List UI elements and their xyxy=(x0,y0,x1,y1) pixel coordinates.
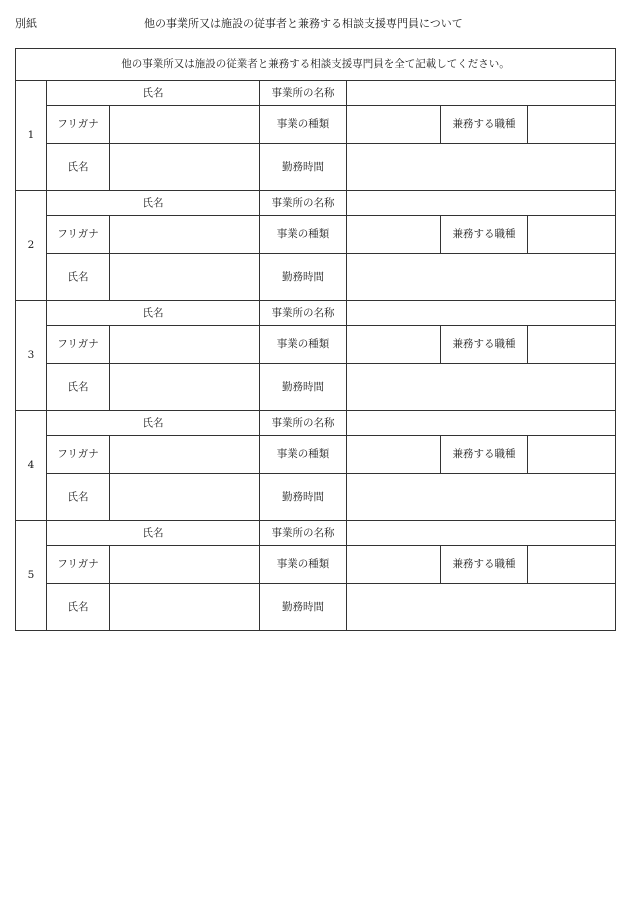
business-type-label: 事業の種類 xyxy=(260,106,347,144)
entry-furigana-row xyxy=(16,216,616,254)
name-label: 氏名 xyxy=(47,364,110,411)
name-field[interactable] xyxy=(110,364,260,411)
furigana-field[interactable] xyxy=(110,106,260,144)
concurrent-staff-table xyxy=(15,48,616,631)
concurrent-position-label: 兼務する職種 xyxy=(441,326,528,364)
entry-name-row xyxy=(16,254,616,301)
working-hours-label: 勤務時間 xyxy=(260,474,347,521)
name-column-header: 氏名 xyxy=(47,191,260,216)
name-field[interactable] xyxy=(110,144,260,191)
name-column-header: 氏名 xyxy=(47,301,260,326)
furigana-label: フリガナ xyxy=(47,326,110,364)
furigana-label: フリガナ xyxy=(47,106,110,144)
working-hours-field[interactable] xyxy=(347,584,616,631)
name-column-header: 氏名 xyxy=(47,81,260,106)
office-name-label: 事業所の名称 xyxy=(260,411,347,436)
entry-name-row xyxy=(16,584,616,631)
working-hours-field[interactable] xyxy=(347,364,616,411)
working-hours-label: 勤務時間 xyxy=(260,254,347,301)
entry-number: 2 xyxy=(16,191,47,301)
concurrent-position-label: 兼務する職種 xyxy=(441,546,528,584)
attachment-label: 別紙 xyxy=(15,17,37,30)
furigana-field[interactable] xyxy=(110,546,260,584)
office-name-label: 事業所の名称 xyxy=(260,521,347,546)
working-hours-label: 勤務時間 xyxy=(260,584,347,631)
concurrent-position-field[interactable] xyxy=(528,106,616,144)
entry-office-row xyxy=(16,81,616,106)
concurrent-position-field[interactable] xyxy=(528,216,616,254)
office-name-field[interactable] xyxy=(347,81,616,106)
business-type-label: 事業の種類 xyxy=(260,216,347,254)
business-type-field[interactable] xyxy=(347,216,441,254)
furigana-field[interactable] xyxy=(110,436,260,474)
entry-number: 5 xyxy=(16,521,47,631)
furigana-label: フリガナ xyxy=(47,546,110,584)
entry-furigana-row xyxy=(16,546,616,584)
name-label: 氏名 xyxy=(47,584,110,631)
concurrent-position-label: 兼務する職種 xyxy=(441,216,528,254)
business-type-label: 事業の種類 xyxy=(260,546,347,584)
entry-name-row xyxy=(16,474,616,521)
working-hours-label: 勤務時間 xyxy=(260,144,347,191)
concurrent-position-field[interactable] xyxy=(528,326,616,364)
concurrent-position-label: 兼務する職種 xyxy=(441,436,528,474)
business-type-label: 事業の種類 xyxy=(260,326,347,364)
entry-office-row xyxy=(16,521,616,546)
entry-name-row xyxy=(16,144,616,191)
entry-furigana-row xyxy=(16,436,616,474)
name-field[interactable] xyxy=(110,254,260,301)
furigana-label: フリガナ xyxy=(47,216,110,254)
office-name-field[interactable] xyxy=(347,191,616,216)
business-type-field[interactable] xyxy=(347,546,441,584)
concurrent-position-field[interactable] xyxy=(528,436,616,474)
entry-furigana-row xyxy=(16,106,616,144)
business-type-field[interactable] xyxy=(347,326,441,364)
office-name-field[interactable] xyxy=(347,301,616,326)
entry-number: 1 xyxy=(16,81,47,191)
name-label: 氏名 xyxy=(47,474,110,521)
name-label: 氏名 xyxy=(47,144,110,191)
office-name-field[interactable] xyxy=(347,521,616,546)
office-name-label: 事業所の名称 xyxy=(260,81,347,106)
concurrent-position-label: 兼務する職種 xyxy=(441,106,528,144)
entry-office-row xyxy=(16,411,616,436)
working-hours-label: 勤務時間 xyxy=(260,364,347,411)
furigana-field[interactable] xyxy=(110,326,260,364)
name-field[interactable] xyxy=(110,474,260,521)
instruction-header: 他の事業所又は施設の従業者と兼務する相談支援専門員を全て記載してください。 xyxy=(16,49,616,81)
furigana-field[interactable] xyxy=(110,216,260,254)
business-type-label: 事業の種類 xyxy=(260,436,347,474)
working-hours-field[interactable] xyxy=(347,254,616,301)
entry-name-row xyxy=(16,364,616,411)
entry-office-row xyxy=(16,301,616,326)
entry-office-row xyxy=(16,191,616,216)
name-field[interactable] xyxy=(110,584,260,631)
entry-number: 4 xyxy=(16,411,47,521)
name-label: 氏名 xyxy=(47,254,110,301)
page-title: 他の事業所又は施設の従事者と兼務する相談支援専門員について xyxy=(144,17,463,30)
office-name-label: 事業所の名称 xyxy=(260,191,347,216)
concurrent-position-field[interactable] xyxy=(528,546,616,584)
working-hours-field[interactable] xyxy=(347,144,616,191)
entry-number: 3 xyxy=(16,301,47,411)
office-name-label: 事業所の名称 xyxy=(260,301,347,326)
working-hours-field[interactable] xyxy=(347,474,616,521)
business-type-field[interactable] xyxy=(347,106,441,144)
name-column-header: 氏名 xyxy=(47,411,260,436)
entry-furigana-row xyxy=(16,326,616,364)
office-name-field[interactable] xyxy=(347,411,616,436)
furigana-label: フリガナ xyxy=(47,436,110,474)
business-type-field[interactable] xyxy=(347,436,441,474)
name-column-header: 氏名 xyxy=(47,521,260,546)
